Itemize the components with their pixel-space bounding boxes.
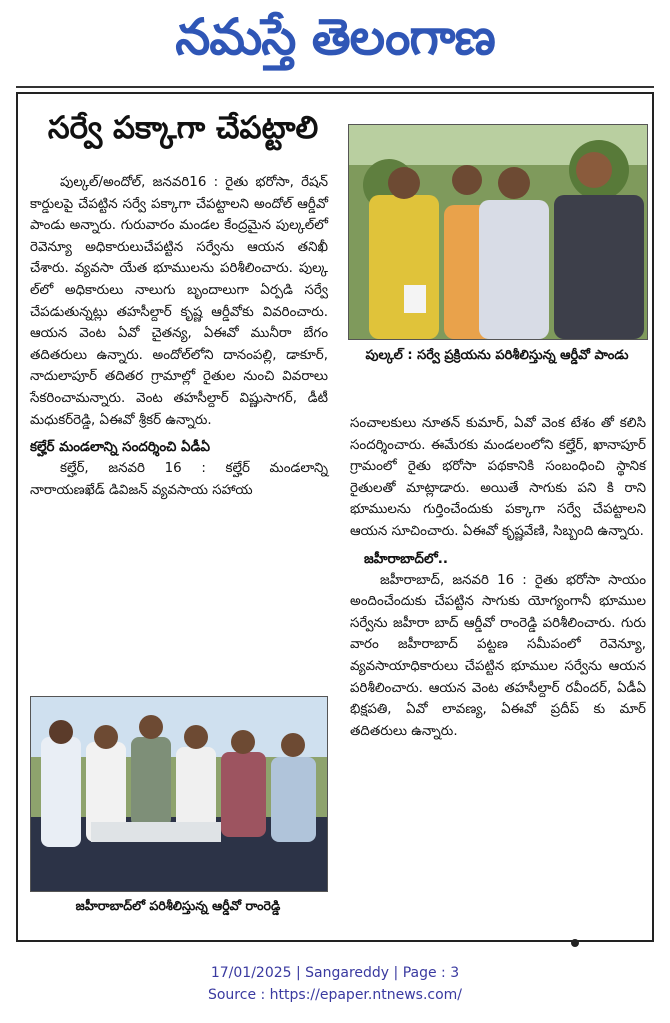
photo-zaheerabad-inspection: [30, 696, 328, 892]
article-headline: సర్వే పక్కాగా చేపట్టాలి: [47, 110, 319, 146]
footer-date-line: 17/01/2025 | Sangareddy | Page : 3: [210, 965, 460, 981]
photo-illustration: [31, 697, 327, 891]
subhead-zaheerabad: జహీరాబాద్‌లో..: [364, 551, 448, 567]
continuation-dot: [571, 939, 579, 947]
masthead-divider: [16, 86, 654, 88]
photo-pulkal-survey: [348, 124, 648, 340]
right-column: [350, 413, 646, 742]
newspaper-title: నమస్తే తెలంగాణ: [175, 8, 495, 66]
right-paragraph-2: జహీరాబాద్, జనవరి 16 : రైతు భరోసా సాయం అందించేందుకు చేపట్టిన సాగుకు యోగ్యంగానీ భూముల సర్వేను జహీరా బాద్ ఆర్డీవో రాంరెడ్డి పరిశీలించారు. గురు వారం జహీరాబాద్ పట్టణ సమీపంలో రెవెన్యూ, వ్యవసాయాధికారులు చేపట్టిన భూముల సర్వేను ఆయన పరిశీలించారు. ఆయన వెంట తహసీల్దార్ రవీందర్, ఏడీఏ భిక్షపతి, ఏవో లావణ్య, ఏఈవో ప్రదీప్ కు మార్ తదితరులు ఉన్నారు.: [350, 572, 646, 739]
footer-source-line: Source : https://epaper.ntnews.com/: [207, 987, 463, 1003]
masthead: [0, 0, 670, 78]
right-paragraph-1: సంచాలకులు నూతన్ కుమార్, ఏవో వెంక టేశం తో కలిసి సందర్శించారు. ఈమేరకు మండలంలోని కల్హేర్, ఖానాపూర్ గ్రామంలో రైతు భరోసా పథకానికి సంబంధించి స్థానిక రైతులతో మాట్లాడారు. అయితే సాగుకు పని కి రాని భూములను గుర్తించేందుకు పక్కాగా సర్వే చేపట్టాలని ఆయన సూచించారు. ఏఈవో కృష్ణవేణి, సిబ్బంది ఉన్నారు.: [350, 416, 646, 539]
photo-illustration: [349, 125, 647, 339]
photo-caption-top: పుల్కల్ : సర్వే ప్రక్రియను పరిశీలిస్తున్న ఆర్డీవో పాండు: [365, 348, 629, 363]
kalher-paragraph: కల్హేర్, జనవరి 16 : కల్హేర్ మండలాన్ని నారాయణఖేడ్ డివిజన్ వ్యవసాయ సహాయ: [30, 461, 328, 498]
left-column: [30, 172, 328, 501]
subhead-kalher: కల్హేర్ మండలాన్ని సందర్శించి ఏడీఏ: [30, 440, 211, 456]
left-paragraph: పుల్కల్/అందోల్, జనవరి16 : రైతు భరోసా, రేషన్ కార్డులపై చేపట్టిన సర్వే పక్కాగా చేపట్టాలని అందోల్ ఆర్డీవో పాండు అన్నారు. గురువారం మండల కేంద్రమైన పుల్కల్‌లో రెవెన్యూ అధికారులుచేపట్టిన సర్వేను ఆయన తనిఖీ చేశారు. వ్యవసా యేత భూములను పరిశీలించారు. పుల్క ల్‌లో అధికారులు నాలుగు బృందాలుగా ఏర్పడి సర్వే చేపడుతున్నట్లు తహసీల్దార్ కృష్ణ ఆర్డీవోకు వివరించారు. ఆయన వెంట ఏవో చైతన్య, ఏఈవో మునీరా బేగం తదితరులు ఉన్నారు. అందోల్‌లోని దానంపల్లి, డాకూర్, నాదులాపూర్ తదితర గ్రామాల్లో రైతుల నుంచి వివరాలు సేకరించామన్నారు. వెంట తహసీల్దార్ విష్ణుసాగర్, డీటీ మధుకర్‌రెడ్డి, ఏఈవో శ్రీకర్ ఉన్నారు.: [30, 175, 328, 428]
photo-caption-bottom: జహీరాబాద్‌లో పరిశీలిస్తున్న ఆర్డీవో రాంరెడ్డి: [75, 898, 281, 913]
